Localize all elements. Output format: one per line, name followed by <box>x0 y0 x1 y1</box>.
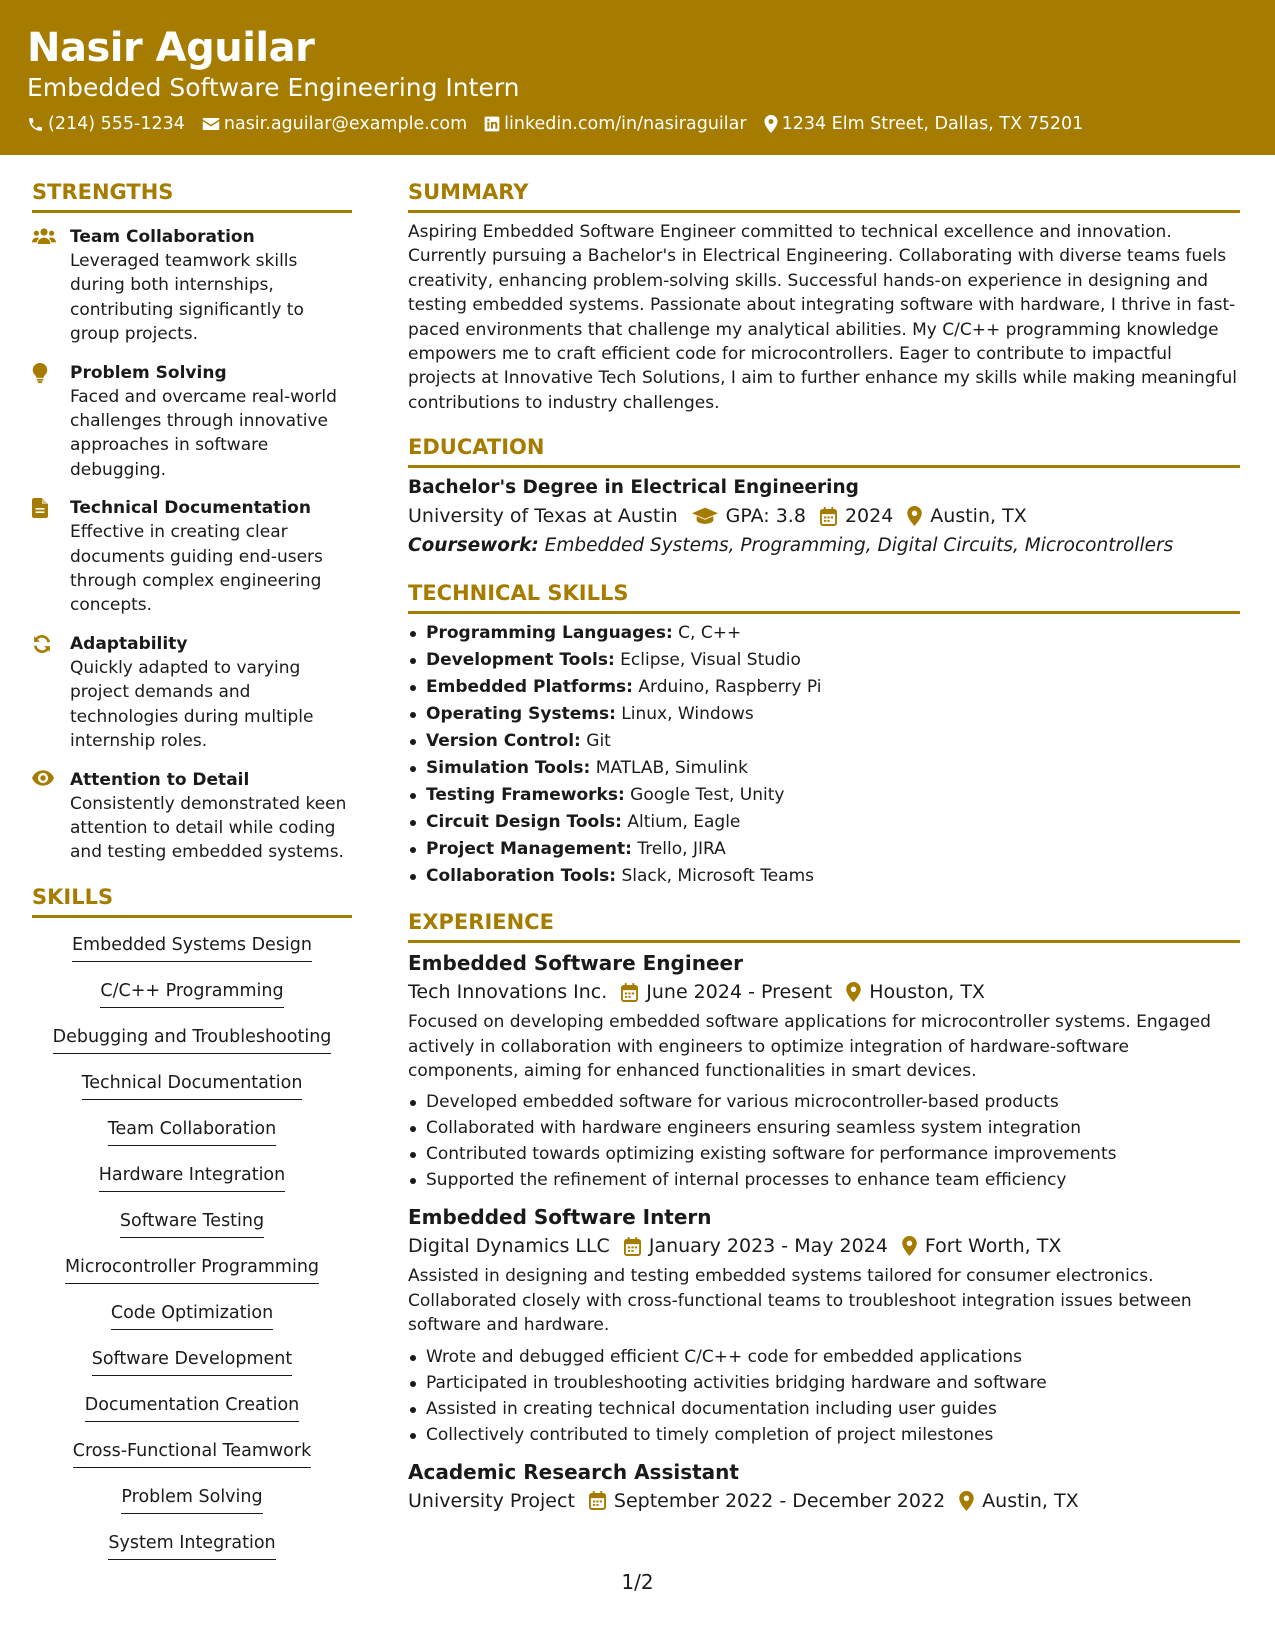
strength-title: Adaptability <box>70 633 188 654</box>
strength-item <box>32 632 352 754</box>
candidate-name: Nasir Aguilar <box>27 25 315 71</box>
company-name: Digital Dynamics LLC <box>408 1235 610 1258</box>
strength-item <box>32 496 352 618</box>
summary-text: Aspiring Embedded Software Engineer committed to technical excellence and innovation. Currently pursuing a Bachelor's in Electrical Engineering. Collaborating with diverse teams fuels creativity, enhancing problem-solving skills. Successful hands-on experience in designing and testing embedded systems. Passionate about integrating software with hardware, I thrive in fast-paced environments that challenge my analytical abilities. My C/C++ programming knowledge empowers me to craft efficient code for microcontrollers. Eager to contribute to impactful projects at Innovative Tech Solutions, I aim to further enhance my skills while making meaningful contributions to industry challenges. <box>408 222 1237 413</box>
job-bullet: Developed embedded software for various microcontroller-based products <box>408 1089 1240 1115</box>
strength-desc: Effective in creating clear documents guiding end-users through complex engineering concepts. <box>70 522 323 616</box>
coursework-line <box>408 531 1240 561</box>
phone-icon <box>27 116 44 133</box>
tech-skill-item: Collaboration Tools: Slack, Microsoft Teams <box>408 863 1240 890</box>
email-text: nasir.aguilar@example.com <box>223 114 468 134</box>
job-entry <box>408 1203 1240 1447</box>
strengths-section <box>32 178 352 865</box>
job-location: Austin, TX <box>982 1489 1079 1512</box>
users-icon <box>32 227 56 245</box>
tech-skill-item: Circuit Design Tools: Altium, Eagle <box>408 809 1240 836</box>
summary-heading: SUMMARY <box>408 178 1240 213</box>
strength-title: Technical Documentation <box>70 498 311 519</box>
calendar-icon <box>820 507 837 526</box>
eye-icon <box>32 770 54 786</box>
tech-skill-item: Testing Frameworks: Google Test, Unity <box>408 782 1240 809</box>
skill-item: Software Testing <box>120 1204 264 1238</box>
degree-title: Bachelor's Degree in Electrical Engineering <box>408 477 859 499</box>
map-pin-icon <box>902 1236 917 1256</box>
skill-item: Code Optimization <box>111 1296 273 1330</box>
skill-item: Technical Documentation <box>82 1066 303 1100</box>
coursework-list: Embedded Systems, Programming, Digital Circuits, Microcontrollers <box>544 535 1174 557</box>
summary-section <box>408 178 1240 415</box>
skill-item: Documentation Creation <box>85 1388 300 1422</box>
skill-item: Embedded Systems Design <box>72 928 312 962</box>
coursework-label: Coursework: <box>408 535 539 557</box>
job-title: Academic Research Assistant <box>408 1459 739 1484</box>
lightbulb-icon <box>32 363 48 383</box>
strength-item <box>32 361 352 483</box>
gpa-text: GPA: 3.8 <box>725 505 806 528</box>
strength-item <box>32 768 352 865</box>
skills-list <box>32 928 352 1572</box>
skill-item: Debugging and Troubleshooting <box>53 1020 332 1054</box>
strength-desc: Quickly adapted to varying project demands and technologies during multiple internship roles. <box>70 657 314 752</box>
job-description: Assisted in designing and testing embedded systems tailored for consumer electronics. Collaborated closely with cross-functional teams to troubleshoot integration issues between software and hardware. <box>408 1266 1192 1336</box>
document-icon <box>32 498 48 518</box>
education-meta <box>408 501 1240 531</box>
calendar-icon <box>621 983 638 1002</box>
left-column <box>32 178 352 1572</box>
experience-heading: EXPERIENCE <box>408 908 1240 943</box>
job-title: Embedded Software Engineer <box>408 951 743 976</box>
sync-icon <box>32 634 52 654</box>
job-bullet: Participated in troubleshooting activities bridging hardware and software <box>408 1370 1240 1396</box>
education-section <box>408 433 1240 561</box>
strength-title: Attention to Detail <box>70 769 250 790</box>
tech-skill-item: Programming Languages: C, C++ <box>408 620 1240 647</box>
education-location: Austin, TX <box>930 505 1027 528</box>
contact-bar <box>27 114 1248 134</box>
tech-skill-item: Operating Systems: Linux, Windows <box>408 701 1240 728</box>
job-bullet: Supported the refinement of internal processes to enhance team efficiency <box>408 1167 1240 1193</box>
graduation-year: 2024 <box>844 505 894 528</box>
job-bullet: Contributed towards optimizing existing software for performance improvements <box>408 1141 1240 1167</box>
strength-item <box>32 225 352 347</box>
strength-desc: Consistently demonstrated keen attention to detail while coding and testing embedded systems. <box>70 793 347 863</box>
map-pin-icon <box>846 982 861 1002</box>
job-bullet: Wrote and debugged efficient C/C++ code for embedded applications <box>408 1344 1240 1370</box>
job-bullet: Collaborated with hardware engineers ensuring seamless system integration <box>408 1115 1240 1141</box>
skill-item: Hardware Integration <box>99 1158 285 1192</box>
linkedin-text: linkedin.com/in/nasiraguilar <box>504 114 747 134</box>
linkedin-icon <box>484 116 500 132</box>
tech-skill-item: Simulation Tools: MATLAB, Simulink <box>408 755 1240 782</box>
job-entry <box>408 1458 1240 1516</box>
right-column <box>408 178 1240 1516</box>
job-description: Focused on developing embedded software applications for microcontroller systems. Engaged actively in collaboration with engineers to optimize integration of hardware-software components, aiming for enhanced functionalities in smart devices. <box>408 1012 1211 1082</box>
tech-skill-item: Development Tools: Eclipse, Visual Studio <box>408 647 1240 674</box>
job-dates: June 2024 - Present <box>646 981 833 1004</box>
job-title: Embedded Software Intern <box>408 1205 712 1230</box>
map-pin-icon <box>764 115 778 133</box>
company-name: University Project <box>408 1489 575 1512</box>
strength-desc: Leveraged teamwork skills during both internships, contributing significantly to group projects. <box>70 251 304 345</box>
school-name: University of Texas at Austin <box>408 505 678 528</box>
page-number: 1/2 <box>621 1570 654 1594</box>
map-pin-icon <box>959 1491 974 1511</box>
tech-skill-item: Embedded Platforms: Arduino, Raspberry Pi <box>408 674 1240 701</box>
tech-skill-item: Project Management: Trello, JIRA <box>408 836 1240 863</box>
skill-item: Team Collaboration <box>108 1112 276 1146</box>
calendar-icon <box>624 1237 641 1256</box>
contact-address <box>764 114 1084 134</box>
skill-item: Software Development <box>92 1342 293 1376</box>
job-bullet: Collectively contributed to timely completion of project milestones <box>408 1422 1240 1448</box>
skills-heading: SKILLS <box>32 883 352 918</box>
job-location: Fort Worth, TX <box>924 1235 1062 1258</box>
education-heading: EDUCATION <box>408 433 1240 468</box>
tech-skill-item: Version Control: Git <box>408 728 1240 755</box>
job-meta <box>408 977 1240 1007</box>
candidate-title: Embedded Software Engineering Intern <box>27 73 520 102</box>
envelope-icon <box>202 116 220 132</box>
skill-item: Cross-Functional Teamwork <box>73 1434 311 1468</box>
contact-email[interactable] <box>202 114 467 134</box>
skill-item: C/C++ Programming <box>100 974 283 1008</box>
strength-title: Team Collaboration <box>70 227 255 247</box>
strength-title: Problem Solving <box>70 362 227 383</box>
company-name: Tech Innovations Inc. <box>408 981 608 1004</box>
contact-phone[interactable] <box>27 114 185 134</box>
address-text: 1234 Elm Street, Dallas, TX 75201 <box>781 114 1084 134</box>
strength-desc: Faced and overcame real-world challenges through innovative approaches in software debugging. <box>70 386 337 480</box>
experience-section <box>408 908 1240 1515</box>
skills-section <box>32 883 352 1572</box>
resume-header <box>0 0 1275 155</box>
job-meta <box>408 1231 1240 1261</box>
job-bullets <box>408 1089 1240 1193</box>
skill-item: System Integration <box>108 1526 275 1560</box>
technical-skills-heading: TECHNICAL SKILLS <box>408 579 1240 614</box>
contact-linkedin[interactable] <box>484 114 746 134</box>
skill-item: Problem Solving <box>121 1480 262 1514</box>
technical-skills-list <box>408 620 1240 890</box>
graduation-cap-icon <box>692 507 718 525</box>
job-meta <box>408 1486 1240 1516</box>
job-bullets <box>408 1344 1240 1448</box>
job-entry <box>408 949 1240 1193</box>
strengths-heading: STRENGTHS <box>32 178 352 213</box>
phone-text: (214) 555-1234 <box>48 114 185 134</box>
job-location: Houston, TX <box>869 981 985 1004</box>
job-dates: January 2023 - May 2024 <box>648 1235 888 1258</box>
job-dates: September 2022 - December 2022 <box>613 1489 946 1512</box>
technical-skills-section <box>408 579 1240 890</box>
calendar-icon <box>589 1491 606 1510</box>
skill-item: Microcontroller Programming <box>65 1250 319 1284</box>
map-pin-icon <box>907 506 922 526</box>
job-bullet: Assisted in creating technical documentation including user guides <box>408 1396 1240 1422</box>
